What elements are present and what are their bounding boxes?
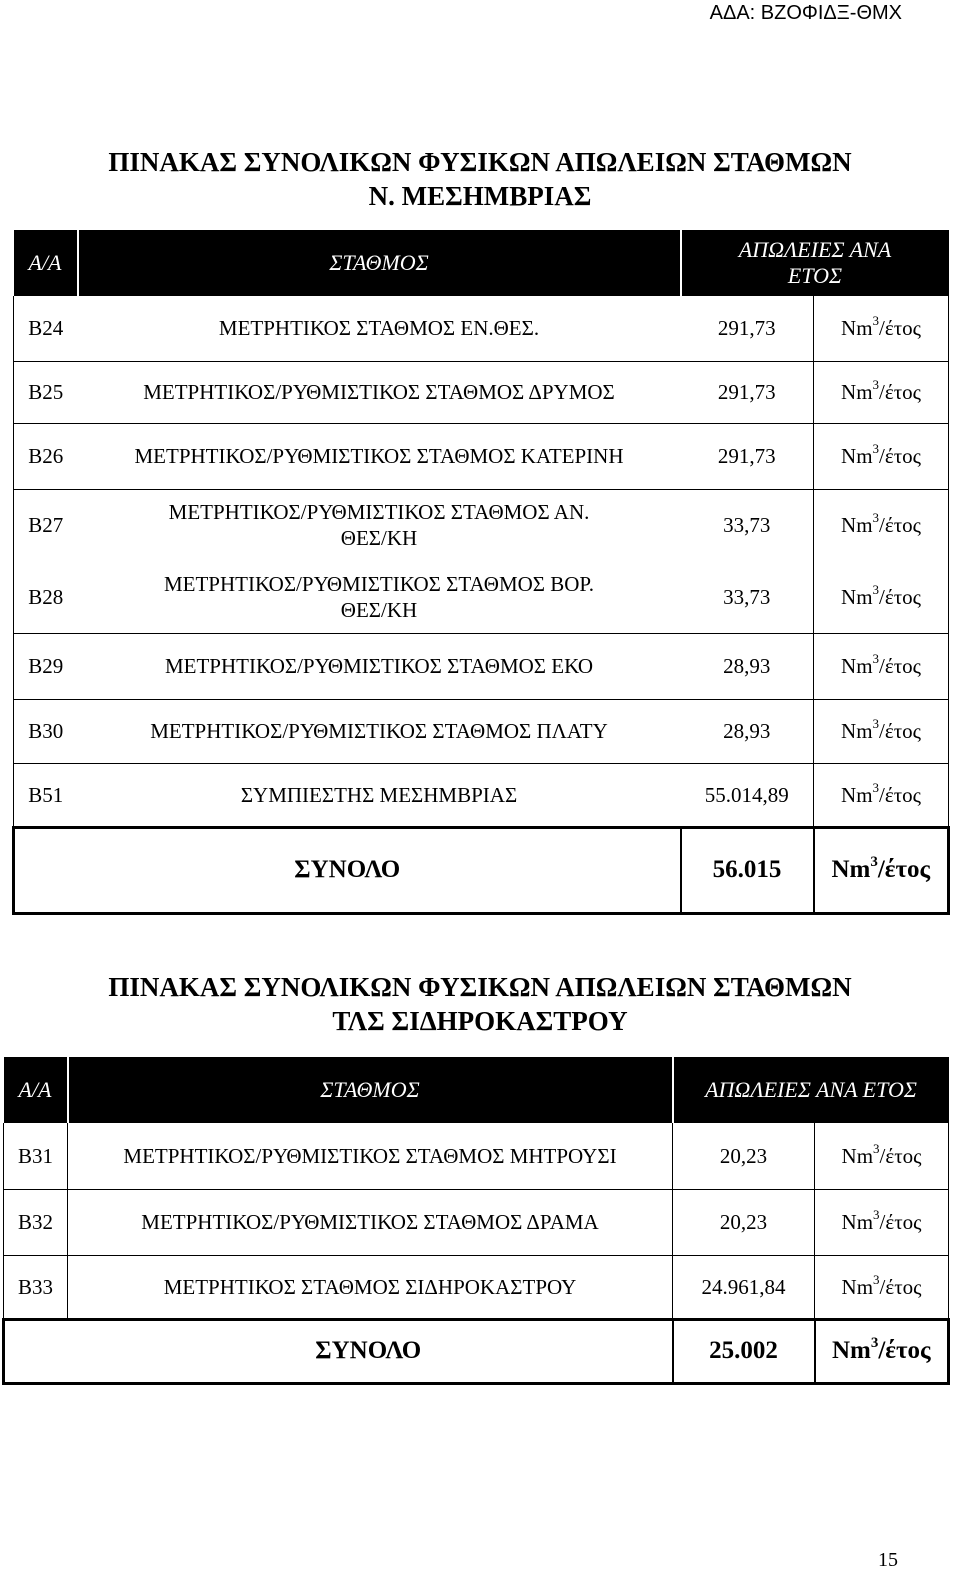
row-value: 291,73 bbox=[681, 296, 814, 361]
unit-suffix: /έτος bbox=[877, 856, 931, 883]
row-unit bbox=[814, 296, 949, 361]
row-station bbox=[78, 361, 681, 423]
table2-total-label: ΣΥΝΟΛΟ bbox=[4, 1319, 673, 1383]
unit-base: Nm bbox=[841, 1210, 874, 1234]
row-unit bbox=[814, 423, 949, 489]
station-name: ΜΕΤΡΗΤΙΚΟΣ ΣΤΑΘΜΟΣ ΕΝ.ΘΕΣ. bbox=[218, 316, 540, 341]
station-name-line2: ΘΕΣ/ΚΗ bbox=[340, 597, 418, 622]
row-value: 291,73 bbox=[681, 361, 814, 423]
row-station: ΜΕΤΡΗΤΙΚΟΣ ΣΤΑΘΜΟΣ ΣΙΔΗΡΟΚΑΣΤΡΟΥ bbox=[68, 1255, 673, 1319]
station-name: ΜΕΤΡΗΤΙΚΟΣ/ΡΥΘΜΙΣΤΙΚΟΣ ΣΤΑΘΜΟΣ ΚΑΤΕΡΙΝΗ bbox=[134, 444, 624, 468]
row-code: Β51 bbox=[14, 763, 78, 827]
row-value: 55.014,89 bbox=[681, 763, 814, 827]
row-unit bbox=[814, 763, 949, 827]
table2-header-aa: Α/Α bbox=[4, 1057, 68, 1123]
table-row bbox=[14, 763, 949, 827]
unit-base: Nm bbox=[841, 719, 873, 743]
unit-base: Nm bbox=[841, 513, 873, 538]
row-station bbox=[78, 296, 681, 361]
table2-header-losses: ΑΠΩΛΕΙΕΣ ΑΝΑ ΕΤΟΣ bbox=[673, 1057, 949, 1123]
row-code: Β24 bbox=[14, 296, 78, 361]
unit-suffix: /έτος bbox=[879, 719, 921, 743]
unit-base: Nm bbox=[831, 856, 871, 883]
table-row bbox=[14, 361, 949, 423]
table2-title-line1: ΠΙΝΑΚΑΣ ΣΥΝΟΛΙΚΩΝ ΦΥΣΙΚΩΝ ΑΠΩΛΕΙΩΝ ΣΤΑΘΜΩΝ bbox=[108, 972, 852, 1002]
row-code: Β25 bbox=[14, 361, 78, 423]
unit-suffix: /έτος bbox=[879, 316, 921, 341]
station-name: ΜΕΤΡΗΤΙΚΟΣ/ΡΥΘΜΙΣΤΙΚΟΣ ΣΤΑΘΜΟΣ ΑΝ. bbox=[168, 500, 590, 525]
unit-suffix: /έτος bbox=[879, 380, 921, 404]
row-unit bbox=[814, 633, 949, 699]
row-code: Β29 bbox=[14, 633, 78, 699]
unit-suffix: /έτος bbox=[879, 584, 921, 609]
table2-title bbox=[0, 970, 960, 1038]
row-value: 24.961,84 bbox=[673, 1255, 815, 1319]
unit-exp: 3 bbox=[872, 651, 880, 666]
unit-base: Nm bbox=[831, 1337, 871, 1364]
row-value: 20,23 bbox=[673, 1123, 815, 1189]
unit-suffix: /έτος bbox=[878, 1337, 931, 1364]
unit-exp: 3 bbox=[870, 853, 878, 870]
row-value: 28,93 bbox=[681, 633, 814, 699]
row-unit bbox=[814, 699, 949, 763]
row-code: Β31 bbox=[4, 1123, 68, 1189]
station-name: ΜΕΤΡΗΤΙΚΟΣ/ΡΥΘΜΙΣΤΙΚΟΣ ΣΤΑΘΜΟΣ ΕΚΟ bbox=[164, 654, 593, 678]
table-row bbox=[14, 561, 949, 633]
table-row bbox=[4, 1255, 949, 1319]
table1-header-losses-line1: ΑΠΩΛΕΙΕΣ ΑΝΑ bbox=[738, 237, 892, 262]
unit-suffix: /έτος bbox=[879, 1143, 922, 1168]
row-station bbox=[78, 699, 681, 763]
row-value: 20,23 bbox=[673, 1189, 815, 1255]
row-unit bbox=[814, 561, 949, 633]
row-station bbox=[78, 423, 681, 489]
table1-body bbox=[14, 296, 949, 827]
unit-base: Nm bbox=[841, 584, 873, 609]
station-name: ΜΕΤΡΗΤΙΚΟΣ/ΡΥΘΜΙΣΤΙΚΟΣ ΣΤΑΘΜΟΣ ΠΛΑΤΥ bbox=[150, 719, 608, 743]
row-value: 33,73 bbox=[681, 561, 814, 633]
row-unit bbox=[815, 1123, 949, 1189]
unit-suffix: /έτος bbox=[879, 513, 921, 538]
station-name: ΣΥΜΠΙΕΣΤΗΣ ΜΕΣΗΜΒΡΙΑΣ bbox=[240, 782, 518, 807]
unit-exp: 3 bbox=[872, 377, 880, 392]
table2-header-row bbox=[4, 1057, 949, 1123]
table-row bbox=[14, 296, 949, 361]
table1-total-unit bbox=[814, 827, 949, 913]
unit-exp: 3 bbox=[870, 1334, 879, 1351]
row-unit bbox=[814, 489, 949, 561]
table1-title-line2: Ν. ΜΕΣΗΜΒΡΙΑΣ bbox=[368, 181, 592, 211]
table2-body bbox=[4, 1123, 949, 1319]
unit-base: Nm bbox=[841, 654, 873, 678]
unit-base: Nm bbox=[841, 782, 873, 807]
station-name: ΜΕΤΡΗΤΙΚΟΣ/ΡΥΘΜΙΣΤΙΚΟΣ ΣΤΑΘΜΟΣ ΒΟΡ. bbox=[163, 571, 595, 596]
table1-title-line1: ΠΙΝΑΚΑΣ ΣΥΝΟΛΙΚΩΝ ΦΥΣΙΚΩΝ ΑΠΩΛΕΙΩΝ ΣΤΑΘΜΩΝ bbox=[108, 147, 852, 177]
unit-exp: 3 bbox=[873, 1271, 880, 1287]
table-row bbox=[14, 633, 949, 699]
table1-header-losses-line2: ΕΤΟΣ bbox=[787, 263, 843, 288]
unit-base: Nm bbox=[841, 1143, 874, 1168]
table-row bbox=[14, 489, 949, 561]
table1-total-value: 56.015 bbox=[681, 827, 814, 913]
station-name: ΜΕΤΡΗΤΙΚΟΣ/ΡΥΘΜΙΣΤΙΚΟΣ ΣΤΑΘΜΟΣ ΔΡΥΜΟΣ bbox=[143, 380, 615, 404]
table2-title-line2: ΤΛΣ ΣΙΔΗΡΟΚΑΣΤΡΟΥ bbox=[332, 1006, 628, 1036]
row-unit bbox=[815, 1255, 949, 1319]
table2 bbox=[2, 1057, 950, 1385]
page-number: 15 bbox=[878, 1549, 898, 1571]
row-station bbox=[78, 489, 681, 561]
row-station bbox=[78, 633, 681, 699]
station-name-line2: ΘΕΣ/ΚΗ bbox=[340, 526, 418, 551]
unit-suffix: /έτος bbox=[879, 444, 921, 468]
row-code: Β33 bbox=[4, 1255, 68, 1319]
unit-base: Nm bbox=[841, 380, 873, 404]
row-station: ΜΕΤΡΗΤΙΚΟΣ/ΡΥΘΜΙΣΤΙΚΟΣ ΣΤΑΘΜΟΣ ΔΡΑΜΑ bbox=[68, 1189, 673, 1255]
row-unit bbox=[814, 361, 949, 423]
table1-header-aa: Α/Α bbox=[14, 230, 78, 296]
unit-base: Nm bbox=[841, 1274, 874, 1299]
unit-suffix: /έτος bbox=[879, 1274, 922, 1299]
row-station bbox=[78, 561, 681, 633]
unit-suffix: /έτος bbox=[879, 1210, 922, 1234]
table1-header-losses bbox=[681, 230, 949, 296]
row-code: Β26 bbox=[14, 423, 78, 489]
row-station bbox=[78, 763, 681, 827]
unit-exp: 3 bbox=[872, 510, 880, 526]
row-value: 33,73 bbox=[723, 513, 771, 538]
row-station: ΜΕΤΡΗΤΙΚΟΣ/ΡΥΘΜΙΣΤΙΚΟΣ ΣΤΑΘΜΟΣ ΜΗΤΡΟΥΣΙ bbox=[68, 1123, 673, 1189]
table-row bbox=[4, 1189, 949, 1255]
table1 bbox=[12, 230, 950, 915]
unit-base: Nm bbox=[841, 444, 873, 468]
unit-exp: 3 bbox=[872, 581, 880, 597]
unit-exp: 3 bbox=[872, 313, 880, 329]
table1-title bbox=[0, 145, 960, 213]
table1-header-station: ΣΤΑΘΜΟΣ bbox=[78, 230, 681, 296]
table2-header-station: ΣΤΑΘΜΟΣ bbox=[68, 1057, 673, 1123]
table2-total-unit bbox=[815, 1319, 949, 1383]
table2-total-row bbox=[4, 1319, 949, 1383]
table2-total-value: 25.002 bbox=[673, 1319, 815, 1383]
unit-suffix: /έτος bbox=[879, 654, 921, 678]
row-value: 291,73 bbox=[681, 423, 814, 489]
row-code: Β32 bbox=[4, 1189, 68, 1255]
table-row bbox=[14, 699, 949, 763]
ada-code: ΑΔΑ: ΒΖΟΦΙΔΞ-ΘΜΧ bbox=[709, 2, 902, 24]
table-row bbox=[4, 1123, 949, 1189]
row-code: Β30 bbox=[14, 699, 78, 763]
table-row bbox=[14, 423, 949, 489]
unit-exp: 3 bbox=[873, 1140, 880, 1156]
table1-total-label: ΣΥΝΟΛΟ bbox=[14, 827, 681, 913]
row-value: 28,93 bbox=[681, 699, 814, 763]
unit-exp: 3 bbox=[872, 716, 880, 731]
unit-base: Nm bbox=[841, 316, 873, 341]
unit-suffix: /έτος bbox=[879, 782, 921, 807]
unit-exp: 3 bbox=[872, 779, 880, 795]
unit-exp: 3 bbox=[873, 1207, 880, 1222]
row-unit bbox=[815, 1189, 949, 1255]
row-code: Β28 bbox=[14, 561, 78, 633]
unit-exp: 3 bbox=[872, 441, 880, 456]
table1-total-row bbox=[14, 827, 949, 913]
table1-header-row bbox=[14, 230, 949, 296]
row-code: Β27 bbox=[14, 489, 78, 561]
